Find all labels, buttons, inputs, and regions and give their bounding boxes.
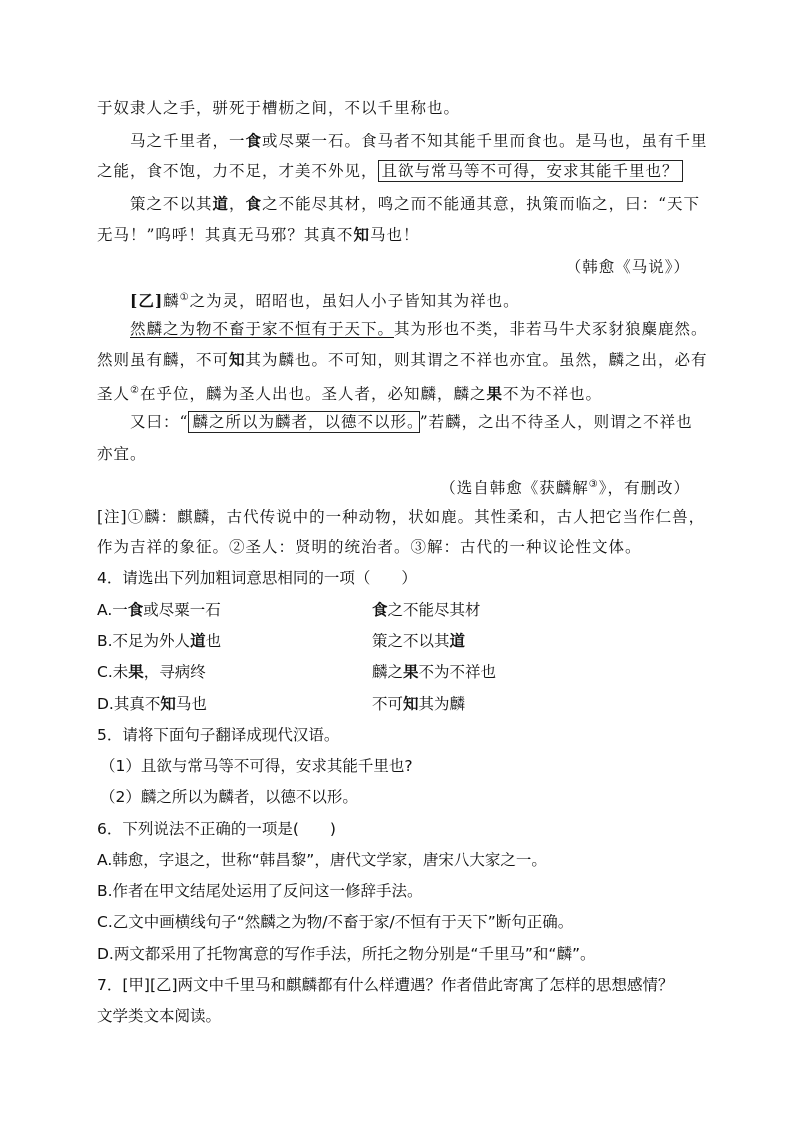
passage-b-para-5: 又曰：“ 麟之所以为麟者，以德不以形。 ”若麟，之出不待圣人，则谓之不祥也 [130,413,693,431]
passage-b-para-1: [乙]麟①之为灵，昭昭也，虽妇人小子皆知其为祥也。 [130,291,520,311]
q4-option-d-compare: 不可知其为麟 [372,695,466,713]
question-5-item-2: （2）麟之所以为麟者，以德不以形。 [100,788,358,806]
passage-a-para-3-line-2: 无马！”呜呼！其真无马邪？其真不知马也！ [97,225,420,244]
passage-b-para-2: 然麟之为物不畜于家不恒有于天下。其为形也不类，非若马牛犬豕豺狼麋鹿然。 [130,320,708,338]
bold-word-zhi: 知 [353,225,370,244]
question-6-option-a: A.韩愈，字退之，世称“韩昌黎”，唐代文学家，唐宋八大家之一。 [97,851,547,869]
passage-a-para-2-line-1: 马之千里者，一食或尽粟一石。食马者不知其能千里而食也。是马也，虽有千里 [130,131,708,150]
underlined-sentence: 然麟之为物不畜于家不恒有于天下。 [130,320,395,338]
passage-b-para-3: 然则虽有麟，不可知其为麟也。不可知，则其谓之不祥也亦宜。虽然，麟之出，必有 [97,350,708,369]
boxed-sentence-a: 且欲与常马等不可得，安求其能千里也？ [378,160,683,182]
notes-line-1: [注]①麟：麒麟，古代传说中的一种动物，状如鹿。其性柔和，古人把它当作仁兽， [97,508,706,526]
q4-option-b: B.不足为外人道也 [97,632,222,650]
boxed-sentence-b: 麟之所以为麟者，以德不以形。 [188,411,419,433]
bold-word-dao: 道 [212,194,230,213]
passage-b-para-6: 亦宜。 [97,445,147,463]
question-7-line-2: 文学类文本阅读。 [97,1007,222,1025]
passage-a-line-1: 于奴隶人之手，骈死于槽枥之间，不以千里称也。 [97,99,461,117]
q4-option-a: A.一食或尽粟一石 [97,601,221,619]
passage-a-para-2-line-2: 之能，食不饱，力不足，才美不外见， 且欲与常马等不可得，安求其能千里也？ [97,160,683,182]
q4-option-d: D.其真不知马也 [97,695,207,713]
question-6: 6．下列说法不正确的一项是( ) [97,820,336,838]
bold-word-shi: 食 [245,131,263,150]
q4-option-c: C.未果，寻病终 [97,663,206,681]
question-5-item-1: （1）且欲与常马等不可得，安求其能千里也? [100,757,413,775]
bold-word-guo: 果 [486,384,504,404]
bold-word-zhi-2: 知 [229,350,246,369]
question-4: 4．请选出下列加粗词意思相同的一项（ ） [97,569,417,587]
q4-option-a-compare: 食之不能尽其材 [372,601,481,619]
question-6-option-c: C.乙文中画横线句子“然麟之为物/不畜于家/不恒有于天下”断句正确。 [97,913,574,931]
notes-line-2: 作为吉祥的象征。②圣人：贤明的统治者。③解：古代的一种议论性文体。 [97,538,642,556]
passage-b-para-4: 圣人②在乎位，麟为圣人出也。圣人者，必知麟，麟之果不为不祥也。 [97,384,603,404]
q4-option-b-compare: 策之不以其道 [372,632,466,650]
passage-a-source: （韩愈《马说》） [565,258,690,276]
q4-option-c-compare: 麟之果不为不祥也 [372,663,497,681]
passage-b-label: [乙] [130,291,164,311]
question-7-line-1: 7．[甲][乙]两文中千里马和麒麟都有什么样遭遇？作者借此寄寓了怎样的思想感情？ [97,976,674,994]
bold-word-shi-2: 食 [245,194,263,213]
passage-a-para-3-line-1: 策之不以其道，食之不能尽其材，鸣之而不能通其意，执策而临之，曰：“天下 [130,194,700,213]
question-6-option-b: B.作者在甲文结尾处运用了反问这一修辞手法。 [97,882,423,900]
question-5: 5．请将下面句子翻译成现代汉语。 [97,726,340,744]
question-6-option-d: D.两文都采用了托物寓意的写作手法，所托之物分别是“千里马”和“麟”。 [97,945,596,963]
passage-b-source: （选自韩愈《获麟解③》，有删改） [440,479,690,498]
